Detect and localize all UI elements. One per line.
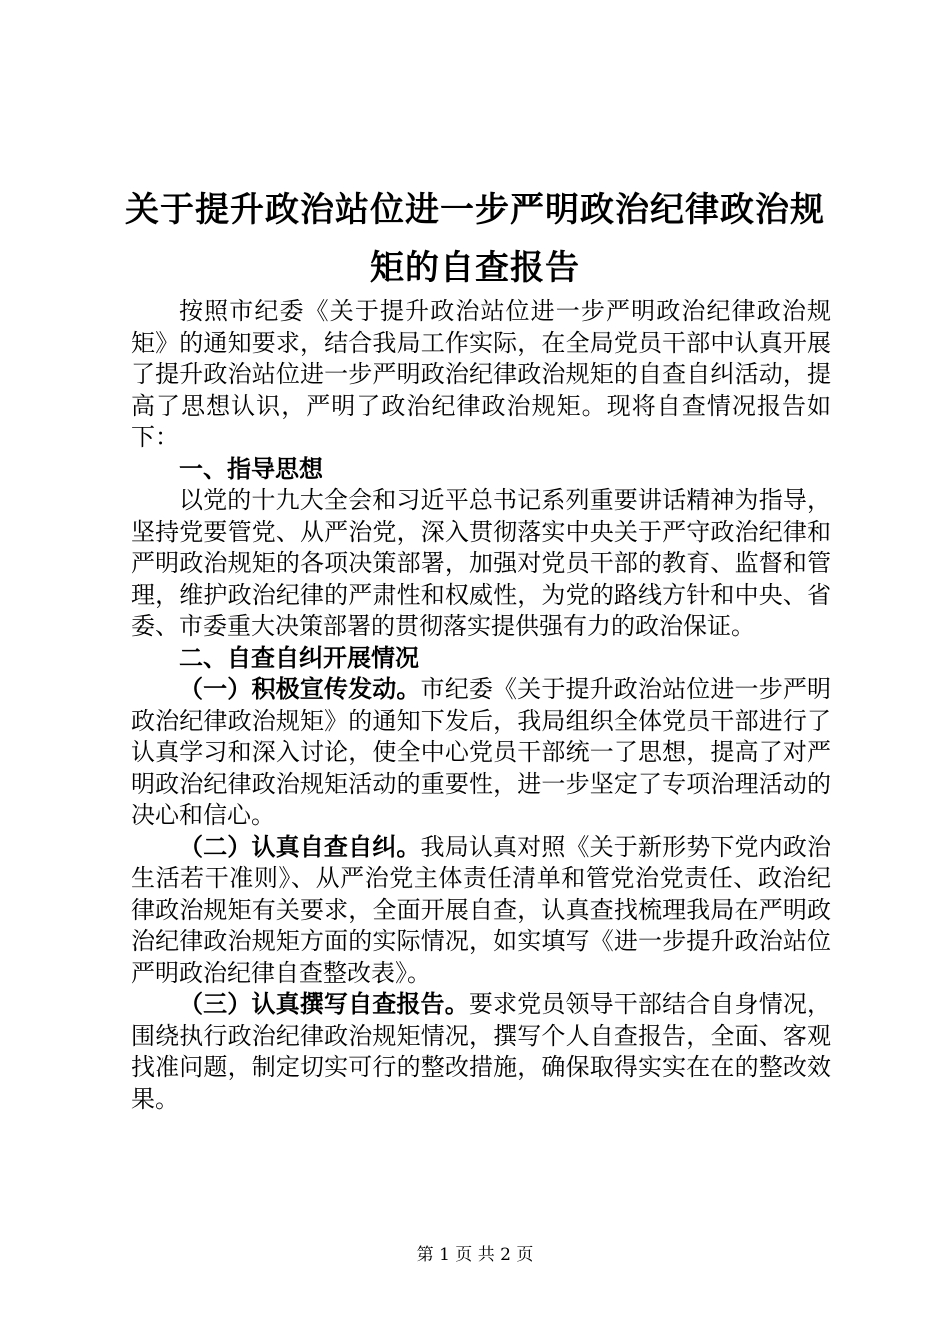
- subsection-publicity-paragraph: [131, 674, 831, 832]
- section-heading-guiding-ideology: 一、指导思想: [179, 454, 323, 483]
- paragraph-text: 要求党员领导干部结合自身情况，围绕执行政治纪律政治规矩情况，撰写个人自查报告，全面、客观找准问题，制定切实可行的整改措施，确保取得实实在在的整改效果。: [131, 990, 832, 1113]
- paragraph-text: 市纪委《关于提升政治站位进一步严明政治纪律政治规矩》的通知下发后，我局组织全体党员干部进行了认真学习和深入讨论，使全中心党员干部统一了思想，提高了对严明政治纪律政治规矩活动的重要性，进一步坚定了专项治理活动的决心和信心。: [131, 675, 832, 829]
- subsection-lead: （一）积极宣传发动。: [179, 675, 421, 703]
- guiding-ideology-paragraph: [131, 485, 831, 643]
- subsection-lead: （二）认真自查自纠。: [179, 832, 421, 861]
- subsection-report-writing-paragraph: [131, 989, 831, 1115]
- intro-paragraph: 按照市纪委《关于提升政治站位进一步严明政治纪律政治规矩》的通知要求，结合我局工作实际，在全局党员干部中认真开展了提升政治站位进一步严明政治纪律政治规矩的自查自纠活动，提高了思想认识，严明了政治纪律政治规矩。现将自查情况报告如下：: [131, 297, 831, 451]
- page-number-footer: 第 1 页 共 2 页: [416, 1245, 534, 1265]
- document-title-line-1: 关于提升政治站位进一步严明政治纪律政治规: [125, 190, 825, 230]
- subsection-lead: （三）认真撰写自查报告。: [179, 990, 469, 1018]
- subsection-self-check-paragraph: [131, 832, 831, 990]
- document-body: [131, 296, 831, 1115]
- paragraph-text: 以党的十九大全会和习近平总书记系列重要讲话精神为指导，坚持党要管党、从严治党，深入贯彻落实中央关于严守政治纪律和严明政治规矩的各项决策部署，加强对党员干部的教育、监督和管理，维护政治纪律的严肃性和权威性，为党的路线方针和中央、省委、市委重大决策部署的贯彻落实提供强有力的政治保证。: [131, 486, 831, 640]
- section-heading-self-inspection: 二、自查自纠开展情况: [179, 643, 419, 672]
- document-title-line-2: 矩的自查报告: [370, 248, 580, 288]
- paragraph-text: 我局认真对照《关于新形势下党内政治生活若干准则》、从严治党主体责任清单和管党治党责任、政治纪律政治规矩有关要求，全面开展自查，认真查找梳理我局在严明政治纪律政治规矩方面的实际情况，如实填写《进一步提升政治站位严明政治纪律自查整改表》。: [131, 832, 832, 987]
